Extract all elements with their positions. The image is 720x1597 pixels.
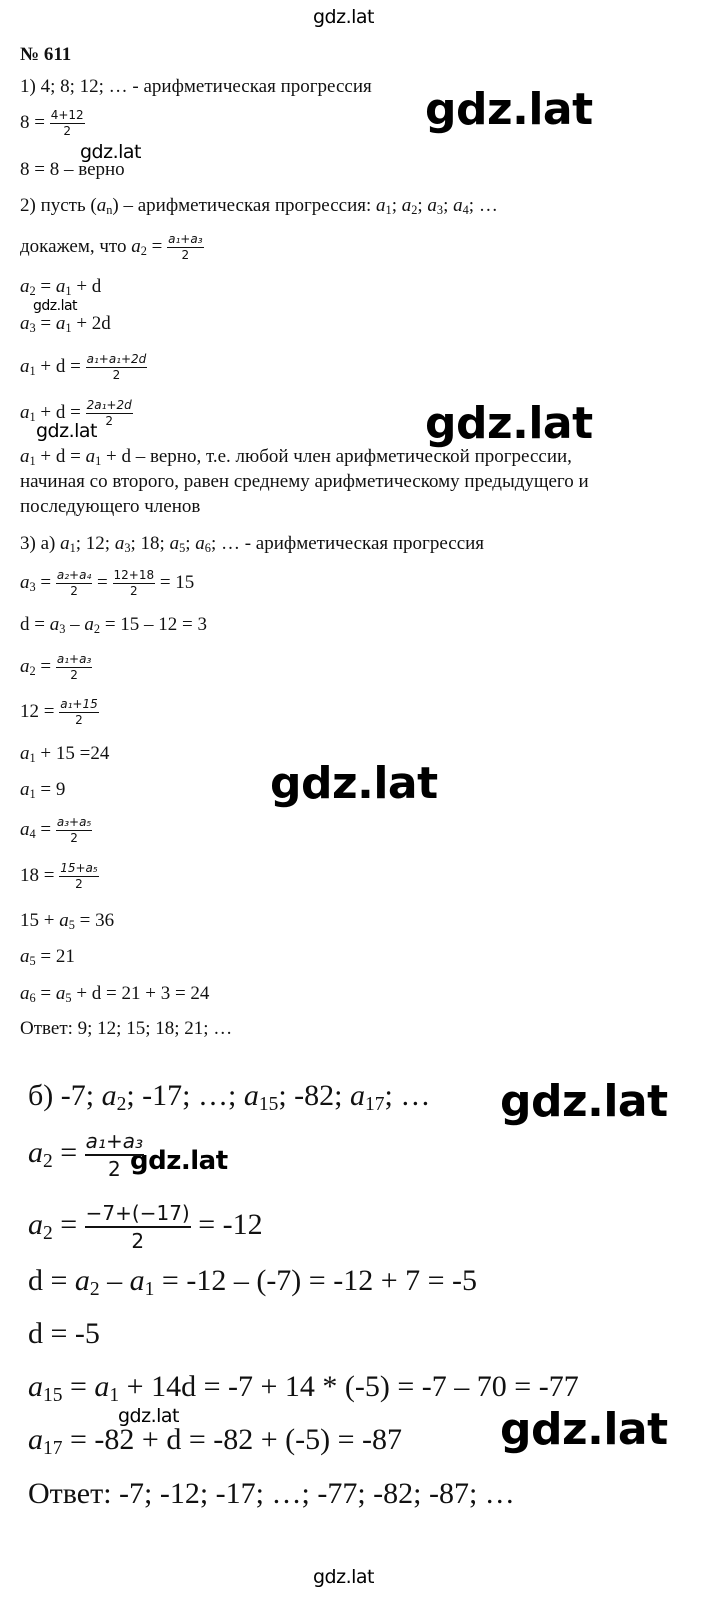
part1-equation: 8 = $\frac{4+12}{2}$ — [20, 108, 84, 138]
part3a-line: 3) а) $a_1$; 12; $a_3$; 18; $a_5$; $a_6$; … - арифметическая прогрессия — [20, 533, 485, 556]
part3a-eq6: $a_1 = 9$ — [20, 779, 66, 802]
part3b-eq6: $a_{17} = -82 + d = -82 + (-5) = -87$ — [28, 1423, 403, 1459]
part2-line: 2) пусть $(a_n)$ – арифметическая прогрессия: $a_1$; $a_2$; $a_3$; $a_4$; … — [20, 195, 498, 218]
part3b-eq3: $d = a_2 - a_1 = -12 - (-7) = -12 + 7 = -5$ — [28, 1264, 478, 1300]
part2-frac1: $a_1 + d$ = $\frac{\text{a₁+a₁+2d}}{2}$ — [20, 352, 147, 382]
watermark-small: gdz.lat — [130, 1146, 228, 1176]
watermark-small: gdz.lat — [118, 1405, 180, 1427]
part3a-eq11: $a_6 = a_5 + d = 21 + 3 = 24$ — [20, 983, 210, 1006]
part3b-answer: Ответ: -7; -12; -17; …; -77; -82; -87; … — [28, 1477, 515, 1510]
part3a-eq8: 18 = $\frac{\text{15+a₅}}{2}$ — [20, 861, 98, 891]
watermark-bottom: gdz.lat — [313, 1566, 375, 1588]
part3a-eq2: $d = a_3 - a_2 = 15 - 12 = 3$ — [20, 614, 207, 637]
watermark-small: gdz.lat — [33, 298, 78, 314]
watermark-top: gdz.lat — [313, 6, 375, 28]
problem-title: № 611 — [20, 44, 72, 65]
part1-verdict: 8 = 8 – верно — [20, 159, 125, 180]
part3b-line: б) -7; $a_2$; -17; …; $a_{15}$; -82; $a_{17}$; … — [28, 1079, 431, 1115]
part1-line: 1) 4; 8; 12; … - арифметическая прогрессия — [20, 76, 372, 97]
part3a-eq10: $a_5 = 21$ — [20, 946, 75, 969]
part3b-eq1: $a_2$ = $\frac{\text{a₁+a₃}}{2}$ — [28, 1129, 143, 1181]
part3a-eq5: $a_1 + 15 =24$ — [20, 743, 110, 766]
watermark-large: gdz.lat — [425, 398, 593, 449]
part2-a3: $a_3 = a_1 + 2d$ — [20, 313, 111, 336]
part3a-eq3: $a_2$ = $\frac{\text{a₁+a₃}}{2}$ — [20, 652, 92, 682]
part3a-eq7: $a_4$ = $\frac{\text{a₃+a₅}}{2}$ — [20, 815, 92, 845]
part2-a2: $a_2 = a_1 + d$ — [20, 276, 102, 299]
part3a-answer: Ответ: 9; 12; 15; 18; 21; … — [20, 1018, 233, 1039]
watermark-large: gdz.lat — [500, 1076, 668, 1127]
watermark-small: gdz.lat — [80, 141, 142, 163]
part3b-eq4: d = -5 — [28, 1317, 100, 1350]
part3a-eq4: 12 = $\frac{\text{a₁+15}}{2}$ — [20, 697, 98, 727]
part2-conclusion: $a_1 + d = a_1 + d$ – верно, т.е. любой член арифметической прогрессии, — [20, 446, 572, 469]
watermark-small: gdz.lat — [36, 420, 98, 442]
part3a-eq1: $a_3$ = $\frac{\text{a₂+a₄}}{2}$ = $\frac{12+18}{2}$ = 15 — [20, 568, 195, 598]
part3b-eq5: $a_{15} = a_1 + 14d = -7 + 14 * (-5) = -7 - 70 = -77$ — [28, 1370, 579, 1406]
part2-conclusion-2: начиная со второго, равен среднему арифметическому предыдущего и — [20, 471, 589, 492]
part2-prove: докажем, что $a_2$ = $\frac{\text{a₁+a₃}}{2}$ — [20, 232, 203, 262]
part3a-eq9: $15 + a_5 = 36$ — [20, 910, 115, 933]
watermark-large: gdz.lat — [500, 1404, 668, 1455]
part3b-eq2: $a_2$ = $\frac{-7+(-17)}{2}$ = -12 — [28, 1201, 263, 1253]
part2-frac2: $a_1 + d$ = $\frac{\text{2a₁+2d}}{2}$ — [20, 398, 132, 428]
watermark-large: gdz.lat — [270, 758, 438, 809]
watermark-large: gdz.lat — [425, 84, 593, 135]
part2-conclusion-3: последующего членов — [20, 496, 201, 517]
